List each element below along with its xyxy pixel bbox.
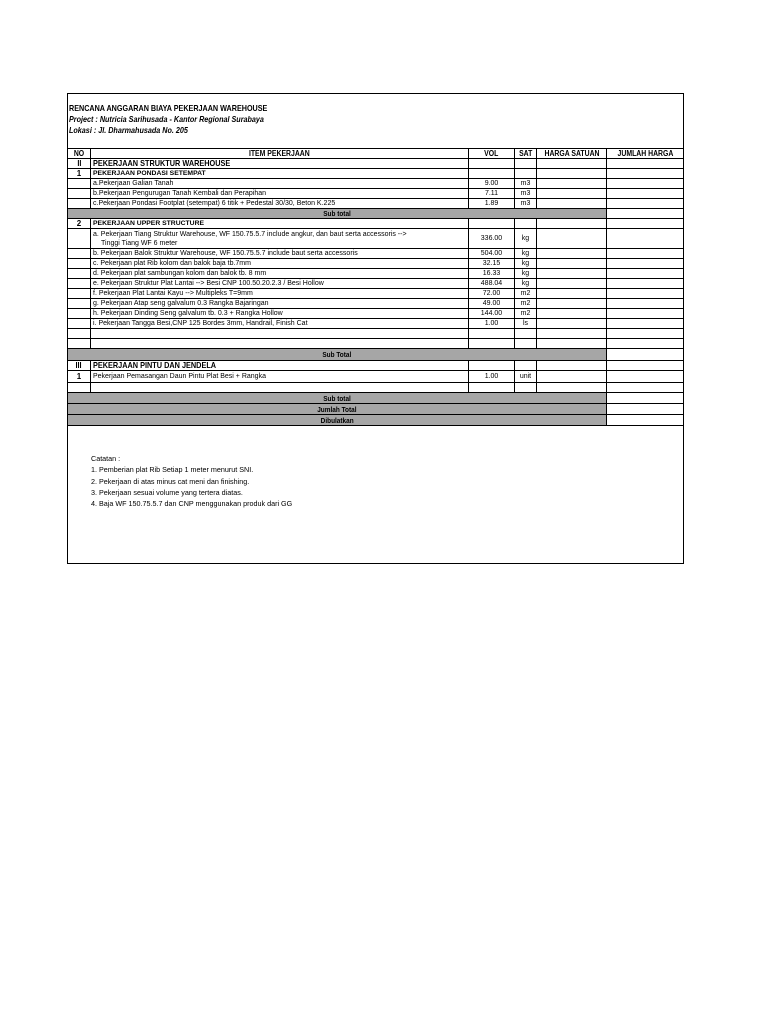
item-desc: a. Pekerjaan Tiang Struktur Warehouse, WF 150.75.5.7 include angkur, dan baut serta accessoris --> Tinggi Tiang WF 6 meter xyxy=(91,229,469,249)
note-line: 3. Pekerjaan sesuai volume yang tertera diatas. xyxy=(91,487,243,497)
subtotal-row xyxy=(68,349,684,361)
item-vol: 336.00 xyxy=(469,229,515,249)
subtotal-label: Sub total xyxy=(68,393,607,404)
budget-table xyxy=(67,148,684,426)
note-line: 1. Pemberian plat Rib Setiap 1 meter menurut SNI. xyxy=(91,465,254,475)
table-row xyxy=(68,289,684,299)
item-sat: m2 xyxy=(515,299,537,309)
project-line: Project : Nutricia Sarihusada - Kantor Regional Surabaya xyxy=(69,114,264,124)
item-desc: e. Pekerjaan Struktur Plat Lantai --> Besi CNP 100.50.20.2.3 / Besi Hollow xyxy=(91,279,469,289)
item-sat: m3 xyxy=(515,179,537,189)
notes-heading: Catatan : xyxy=(91,454,121,463)
subtotal-label: Sub total xyxy=(68,209,607,219)
section-no: III xyxy=(68,361,91,371)
item-vol: 1.89 xyxy=(469,199,515,209)
item-vol: 504.00 xyxy=(469,249,515,259)
item-vol: 72.00 xyxy=(469,289,515,299)
item-vol: 32.15 xyxy=(469,259,515,269)
item-desc: b.Pekerjaan Pengurugan Tanah Kembali dan Perapihan xyxy=(91,189,469,199)
item-vol: 7.11 xyxy=(469,189,515,199)
total-row xyxy=(68,404,684,415)
table-row xyxy=(68,269,684,279)
table-row xyxy=(68,249,684,259)
item-sat: kg xyxy=(515,229,537,249)
total-label: Jumlah Total xyxy=(68,404,607,415)
col-header-no: NO xyxy=(68,149,91,159)
table-row xyxy=(68,199,684,209)
table-row xyxy=(68,259,684,269)
section-row xyxy=(68,159,684,169)
item-sat: m3 xyxy=(515,189,537,199)
item-sat: m2 xyxy=(515,289,537,299)
item-vol: 9.00 xyxy=(469,179,515,189)
item-vol: 16.33 xyxy=(469,269,515,279)
col-header-sat: SAT xyxy=(515,149,537,159)
item-desc: Pekerjaan Pemasangan Daun Pintu Plat Besi + Rangka xyxy=(91,371,469,383)
group-title: PEKERJAAN UPPER STRUCTURE xyxy=(91,219,469,229)
item-desc: d. Pekerjaan plat sambungan kolom dan balok tb. 8 mm xyxy=(91,269,469,279)
col-header-vol: VOL xyxy=(469,149,515,159)
item-vol: 49.00 xyxy=(469,299,515,309)
note-line: 2. Pekerjaan di atas minus cat meni dan finishing. xyxy=(91,476,250,486)
item-vol: 488.04 xyxy=(469,279,515,289)
item-desc: a.Pekerjaan Galian Tanah xyxy=(91,179,469,189)
table-row xyxy=(68,179,684,189)
item-vol: 144.00 xyxy=(469,309,515,319)
empty-row xyxy=(68,329,684,339)
item-sat: kg xyxy=(515,269,537,279)
subtotal-label: Sub Total xyxy=(68,349,607,361)
table-row xyxy=(68,189,684,199)
item-sat: unit xyxy=(515,371,537,383)
table-row xyxy=(68,309,684,319)
rounded-label: Dibulatkan xyxy=(68,415,607,426)
table-row xyxy=(68,299,684,309)
rounded-row xyxy=(68,415,684,426)
item-desc: b. Pekerjaan Balok Struktur Warehouse, WF 150.75.5.7 include baut serta accessoris xyxy=(91,249,469,259)
item-vol: 1.00 xyxy=(469,319,515,329)
table-row xyxy=(68,229,684,249)
location-line: Lokasi : Jl. Dharmahusada No. 205 xyxy=(69,125,188,135)
empty-row xyxy=(68,339,684,349)
item-desc: g. Pekerjaan Atap seng galvalum 0.3 Rangka Bajaringan xyxy=(91,299,469,309)
group-title: PEKERJAAN PONDASI SETEMPAT xyxy=(91,169,469,179)
table-row xyxy=(68,371,684,383)
section-no: II xyxy=(68,159,91,169)
item-sat: m2 xyxy=(515,309,537,319)
group-no: 1 xyxy=(68,169,91,179)
group-row xyxy=(68,169,684,179)
col-header-jumlah-harga: JUMLAH HARGA xyxy=(607,149,684,159)
item-vol: 1.00 xyxy=(469,371,515,383)
item-sat: kg xyxy=(515,249,537,259)
item-sat: kg xyxy=(515,279,537,289)
table-header-row xyxy=(68,149,684,159)
item-desc: i. Pekerjaan Tangga Besi,CNP 125 Bordes 3mm, Handrail, Finish Cat xyxy=(91,319,469,329)
group-no: 2 xyxy=(68,219,91,229)
item-desc: f. Pekerjaan Plat Lantai Kayu --> Multipleks T=9mm xyxy=(91,289,469,299)
item-no: 1 xyxy=(68,371,91,383)
item-desc: c. Pekerjaan plat Rib kolom dan balok baja tb.7mm xyxy=(91,259,469,269)
section-title: PEKERJAAN PINTU DAN JENDELA xyxy=(91,361,469,371)
table-row xyxy=(68,319,684,329)
subtotal-row xyxy=(68,209,684,219)
document-title: RENCANA ANGGARAN BIAYA PEKERJAAN WAREHOUSE xyxy=(69,103,268,113)
col-header-harga-satuan: HARGA SATUAN xyxy=(537,149,607,159)
item-sat: m3 xyxy=(515,199,537,209)
item-sat: kg xyxy=(515,259,537,269)
item-desc: h. Pekerjaan Dinding Seng galvalum tb. 0.3 + Rangka Hollow xyxy=(91,309,469,319)
notes-block xyxy=(91,453,292,509)
subtotal-row xyxy=(68,393,684,404)
section-title: PEKERJAAN STRUKTUR WAREHOUSE xyxy=(91,159,469,169)
item-desc: c.Pekerjaan Pondasi Footplat (setempat) 6 titik + Pedestal 30/30, Beton K.225 xyxy=(91,199,469,209)
note-line: 4. Baja WF 150.75.5.7 dan CNP menggunakan produk dari GG xyxy=(91,499,293,509)
section-row xyxy=(68,361,684,371)
empty-row xyxy=(68,383,684,393)
item-sat: ls xyxy=(515,319,537,329)
col-header-item: ITEM PEKERJAAN xyxy=(91,149,469,159)
group-row xyxy=(68,219,684,229)
table-row xyxy=(68,279,684,289)
